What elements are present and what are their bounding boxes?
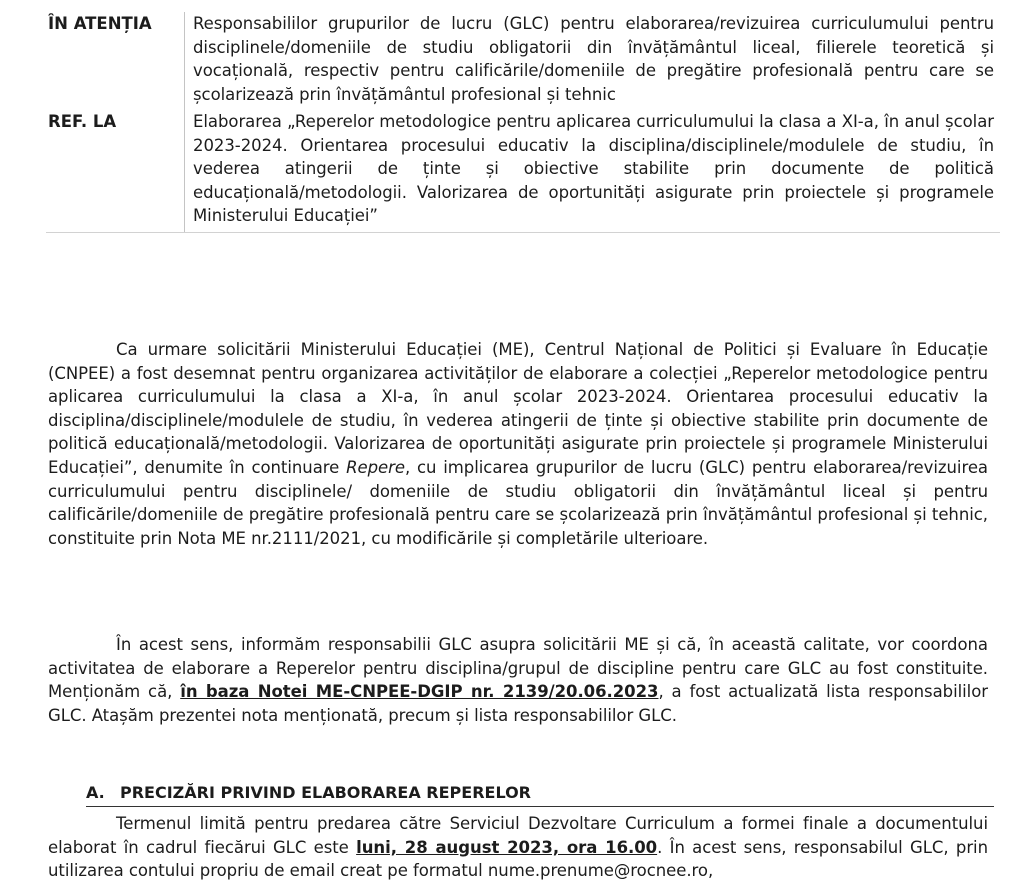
deadline-date: luni, 28 august 2023, ora 16.00: [356, 837, 658, 857]
paragraph-information-text-b: , a fost actualizată lista responsabililor GLC. Atașăm prezentei nota menționată, precum și lista responsabililor GLC.: [48, 682, 988, 725]
paragraph-deadline-text-a: Termenul limită pentru predarea către Serviciul Dezvoltare Curriculum a formei finale a documentului elaborat în cadrul fiecărui GLC este: [48, 814, 988, 857]
paragraph-information: [48, 633, 988, 727]
header-label-attention: ÎN ATENȚIA: [48, 14, 152, 33]
paragraph-deadline: [48, 812, 988, 883]
repere-term: Repere: [346, 457, 405, 477]
header-text-reference: Elaborarea „Reperelor metodologice pentru aplicarea curriculumului la clasa a XI-a, în anul școlar 2023-2024. Orientarea procesului educativ la disciplina/disciplinele/modulele de studiu, în vederea atingerii de ținte și obiective stabilite prin documente de politică educațională/metodologii. Valorizarea de oportunități asigurate prin proiectele și programele Ministerului Educației”: [184, 110, 1000, 232]
section-a-title: PRECIZĂRI PRIVIND ELABORAREA REPERELOR: [120, 783, 531, 802]
address-header-table: [32, 12, 1000, 233]
paragraph-deadline-text-b: . În acest sens, responsabilul GLC, prin utilizarea contului propriu de email creat pe formatul nume.prenume@rocnee.ro,: [48, 837, 988, 881]
section-a-number: A.: [86, 783, 105, 802]
header-row-reference: [32, 110, 1000, 232]
paragraph-context-text-b: , cu implicarea grupurilor de lucru (GLC) pentru elaborarea/revizuirea curriculumului pentru disciplinele/ domeniile de studiu obligatorii din învățământul liceal și pentru calificările/domeniile de pregătire profesională pentru care se școlarizează prin învățământul profesional și tehnic, constituite prin Nota ME nr.2111/2021, cu modificările și completările ulterioare.: [48, 457, 988, 548]
note-reference: în baza Notei ME-CNPEE-DGIP nr. 2139/20.06.2023: [180, 682, 659, 702]
header-label-reference: REF. LA: [48, 112, 117, 131]
section-a-heading: [86, 782, 994, 807]
header-row-attention: [32, 12, 1000, 110]
header-text-attention: Responsabililor grupurilor de lucru (GLC) pentru elaborarea/revizuirea curriculumului pentru disciplinele/domeniile de studiu obligatorii din învățământul liceal, filierele teoretică și vocațională, respectiv pentru calificările/domeniile de pregătire profesională pentru care se școlarizează prin învățământul profesional și tehnic: [184, 12, 1000, 110]
paragraph-context: [48, 338, 988, 550]
header-divider: [46, 232, 1000, 233]
paragraph-information-text-a: În acest sens, informăm responsabilii GLC asupra solicitării ME și că, în această calitate, vor coordona activitatea de elaborare a Reperelor pentru disciplina/grupul de discipline pentru care GLC au fost constituite. Menționăm că,: [48, 635, 988, 702]
paragraph-context-text-a: Ca urmare solicitării Ministerului Educației (ME), Centrul Național de Politici și Evaluare în Educație (CNPEE) a fost desemnat pentru organizarea activităților de elaborare a colecției „Reperelor metodologice pentru aplicarea curriculumului la clasa a XI-a, în anul școlar 2023-2024. Orientarea procesului educativ la disciplina/disciplinele/modulele de studiu, în vederea atingerii de ținte și obiective stabilite prin documente de politică educațională/metodologii. Valorizarea de oportunități asigurate prin proiectele și programele Ministerului Educației”, denumite în continuare: [48, 340, 988, 477]
